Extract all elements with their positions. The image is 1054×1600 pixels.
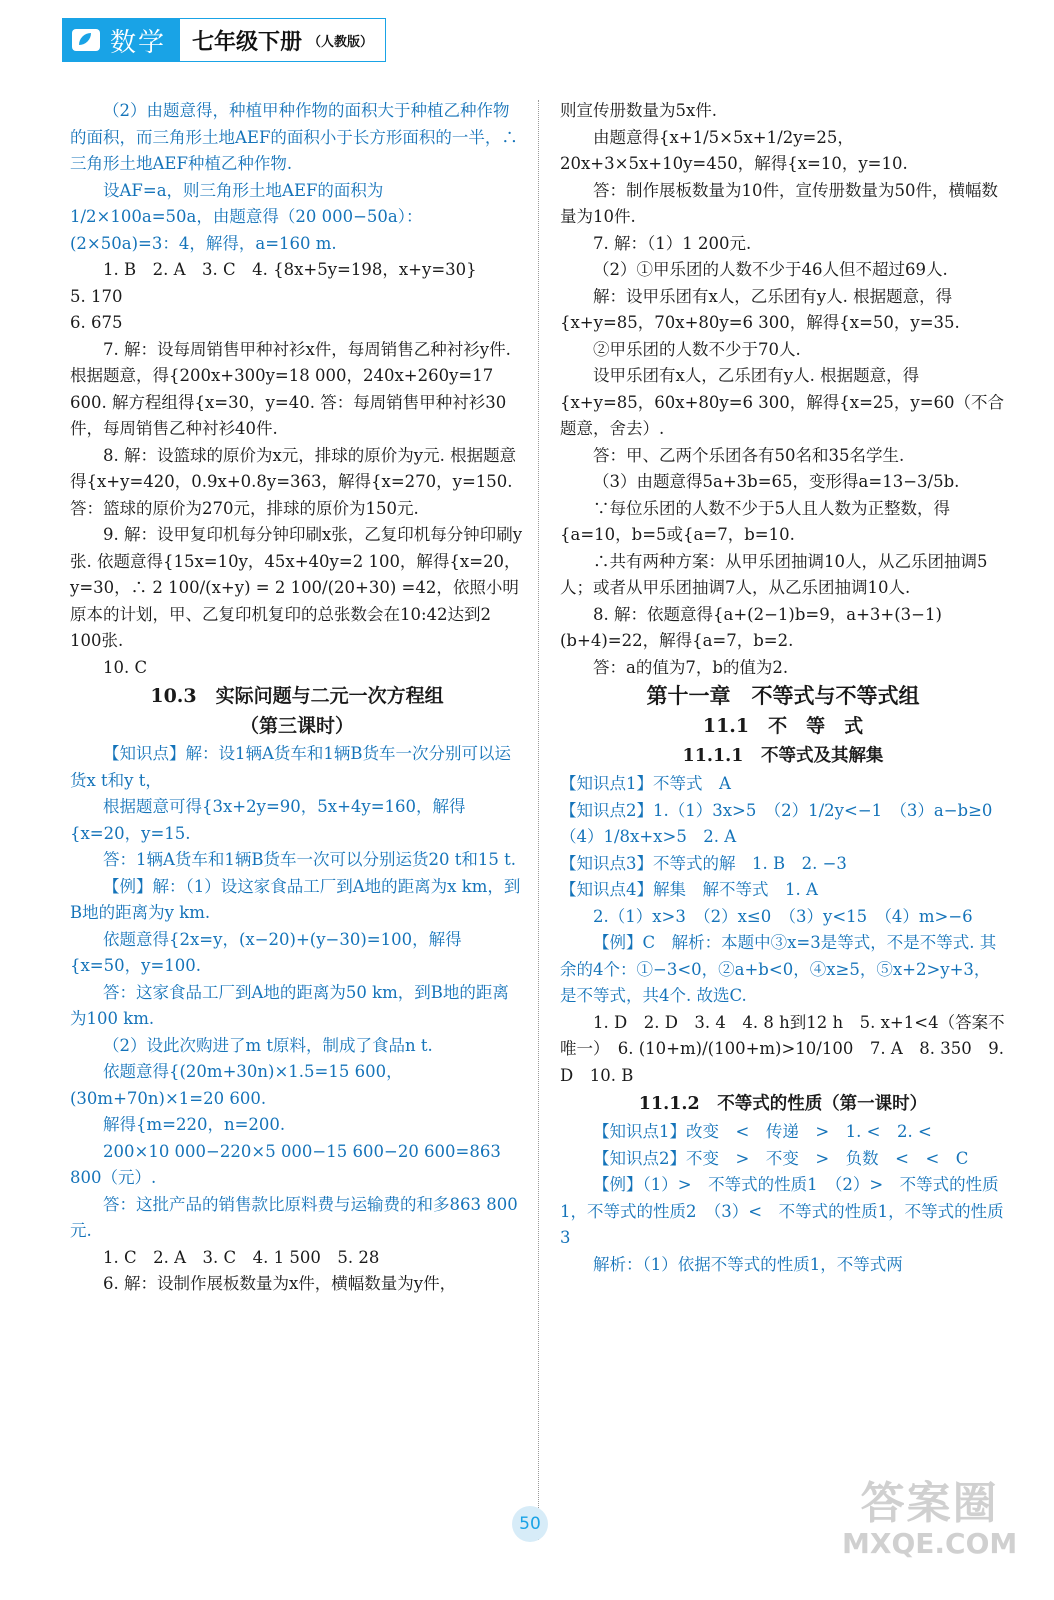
answer-paragraph: 7. 解：设每周销售甲种衬衫x件，每周销售乙种衬衫y件. 根据题意，得{200x+300y=18 000，240x+260y=17 600. 解方程组得{x=30，y=40. 答：每周销售甲种衬衫30件，每周销售乙种衬衫40件.	[70, 339, 511, 438]
section-heading: 11.1 不 等 式	[702, 715, 864, 737]
watermark-logo-text: 答案圈	[860, 1478, 999, 1529]
answer-paragraph: 6. 解：设制作展板数量为x件，横幅数量为y件，	[103, 1274, 457, 1293]
subject-label: 数学	[110, 27, 167, 58]
answer-paragraph: 根据题意可得{3x+2y=90，5x+4y=160，解得{x=20，y=15.	[70, 797, 466, 843]
answer-paragraph: 6. 675	[70, 313, 123, 332]
section-heading: （第三课时）	[239, 715, 354, 737]
section-heading: 第十一章 不等式与不等式组	[646, 683, 920, 708]
answer-paragraph: （3）由题意得5a+3b=65，变形得a=13−3/5b.	[593, 472, 960, 491]
answer-paragraph: 【知识点3】不等式的解 1. B 2. −3	[560, 853, 847, 873]
watermark-url: MXQE.COM	[842, 1527, 1018, 1560]
grade-label	[180, 18, 386, 62]
answer-paragraph: 【知识点1】不等式 A	[560, 774, 731, 793]
answer-paragraph: 答：甲、乙两个乐团各有50名和35名学生.	[593, 445, 905, 465]
answer-paragraph: 1. C 2. A 3. C 4. 1 500 5. 28	[103, 1247, 380, 1267]
answer-paragraph: 答：这家食品工厂到A地的距离为50 km，到B地的距离为100 km.	[70, 982, 509, 1028]
answer-paragraph: （2）设此次购进了m t原料，制成了食品n t.	[103, 1035, 433, 1055]
answer-paragraph: （2）①甲乐团的人数不少于46人但不超过69人.	[593, 260, 948, 279]
answer-paragraph: 【知识点4】解集 解不等式 1. A	[560, 880, 818, 899]
answer-paragraph: 答：a的值为7，b的值为2.	[593, 657, 789, 677]
answer-paragraph: （2）由题意得，种植甲种作物的面积大于种植乙种作物的面积，而三角形土地AEF的面积小于长方形面积的一半，∴三角形土地AEF种植乙种作物.	[70, 101, 518, 173]
answer-paragraph: 依题意得{2x=y，(x−20)+(y−30)=100，解得{x=50，y=100.	[70, 929, 462, 975]
answer-paragraph: 【例】解：（1）设这家食品工厂到A地的距离为x km，到B地的距离为y km.	[70, 876, 521, 922]
answer-paragraph: 9. 解：设甲复印机每分钟印刷x张，乙复印机每分钟印刷y张. 依题意得{15x=10y，45x+40y=2 100，解得{x=20，y=30，∴ 2 100/(x+y) = 2 100/(20+30) =42，依照小明原本的计划，甲、乙复印机复印的总张数会在10:42达到2 100张.	[70, 525, 523, 650]
answer-paragraph: 【例】（1）> 不等式的性质1 （2）> 不等式的性质1，不等式的性质2 （3）< 不等式的性质1，不等式的性质3	[560, 1175, 1004, 1247]
answer-paragraph: 【知识点2】1.（1）3x>5 （2）1/2y<−1 （3）a−b≥0 （4）1/8x+x>5 2. A	[560, 800, 1009, 846]
subject-tag	[62, 18, 180, 62]
right-column	[560, 98, 1009, 1278]
answer-paragraph: 则宣传册数量为5x件.	[560, 101, 718, 120]
grade-title: 七年级下册	[192, 29, 303, 55]
answer-paragraph: 10. C	[103, 657, 148, 677]
edition-label: （人教版）	[308, 34, 374, 50]
leaf-icon	[72, 29, 100, 51]
answer-paragraph: 1. D 2. D 3. 4 4. 8 h到12 h 5. x+1<4（答案不唯一） 6. (10+m)/(100+m)>10/100 7. A 8. 350 9. D 10. B	[560, 1012, 1005, 1085]
left-column	[70, 98, 524, 1298]
answer-paragraph: 200×10 000−220×5 000−15 600−20 600=863 800（元）.	[70, 1141, 501, 1187]
answer-paragraph: 依题意得{(20m+30n)×1.5=15 600，(30m+70n)×1=20 600.	[70, 1062, 403, 1108]
answer-paragraph: 7. 解：（1）1 200元.	[593, 233, 752, 253]
section-heading: 11.1.1 不等式及其解集	[682, 746, 884, 766]
page-number: 50	[512, 1506, 548, 1542]
answer-paragraph: 【知识点】解：设1辆A货车和1辆B货车一次分别可以运货x t和y t，	[70, 744, 512, 790]
answer-paragraph: ②甲乐团的人数不少于70人.	[593, 339, 801, 359]
answer-paragraph: 8. 解：依题意得{a+(2−1)b=9，a+3+(3−1)(b+4)=22，解得{a=7，b=2.	[560, 604, 942, 650]
column-divider	[538, 100, 539, 1540]
answer-paragraph: 答：制作展板数量为10件，宣传册数量为50件，横幅数量为10件.	[560, 180, 998, 226]
answer-paragraph: 2.（1）x>3 （2）x≤0 （3）y<15 （4）m>−6	[593, 906, 973, 926]
answer-paragraph: 【知识点1】改变 < 传递 > 1. < 2. <	[593, 1122, 932, 1141]
answer-paragraph: 设AF=a，则三角形土地AEF的面积为1/2×100a=50a，由题意得（20 000−50a）：(2×50a)=3：4，解得，a=160 m.	[70, 180, 423, 253]
page-header	[62, 18, 386, 62]
answer-paragraph: 1. B 2. A 3. C 4. {8x+5y=198，x+y=30} 5. 170	[70, 260, 510, 306]
answer-paragraph: 解得{m=220，n=200.	[103, 1115, 286, 1134]
answer-paragraph: 【知识点2】不变 > 不变 > 负数 < < C	[593, 1148, 969, 1168]
watermark	[842, 1480, 1017, 1560]
answer-paragraph: 答：这批产品的销售款比原料费与运输费的和多863 800元.	[70, 1194, 518, 1240]
answer-paragraph: 解：设甲乐团有x人，乙乐团有y人. 根据题意，得{x+y=85，70x+80y=6 300，解得{x=50，y=35.	[560, 286, 960, 332]
answer-paragraph: 设甲乐团有x人，乙乐团有y人. 根据题意，得{x+y=85，60x+80y=6 300，解得{x=25，y=60（不合题意，舍去）.	[560, 366, 1005, 438]
answer-paragraph: 答：1辆A货车和1辆B货车一次可以分别运货20 t和15 t.	[103, 850, 517, 869]
section-heading: 10.3 实际问题与二元一次方程组	[150, 685, 444, 707]
answer-paragraph: ∴共有两种方案：从甲乐团抽调10人，从乙乐团抽调5人；或者从甲乐团抽调7人，从乙乐团抽调10人.	[560, 551, 988, 597]
answer-paragraph: 8. 解：设篮球的原价为x元，排球的原价为y元. 根据题意得{x+y=420，0.9x+0.8y=363，解得{x=270，y=150. 答：篮球的原价为270元，排球的原价为150元.	[70, 445, 517, 518]
answer-paragraph: 解析：（1）依据不等式的性质1，不等式两	[593, 1254, 903, 1274]
section-heading: 11.1.2 不等式的性质（第一课时）	[638, 1094, 928, 1114]
answer-paragraph: 【例】C 解析：本题中③x=3是等式，不是不等式. 其余的4个：①−3<0，②a+b<0，④x≥5，⑤x+2>y+3，是不等式，共4个. 故选C.	[560, 933, 997, 1005]
answer-paragraph: ∵每位乐团的人数不少于5人且人数为正整数，得{a=10，b=5或{a=7，b=10.	[560, 498, 950, 544]
answer-paragraph: 由题意得{x+1/5×5x+1/2y=25，20x+3×5x+10y=450，解得{x=10，y=10.	[560, 127, 908, 173]
